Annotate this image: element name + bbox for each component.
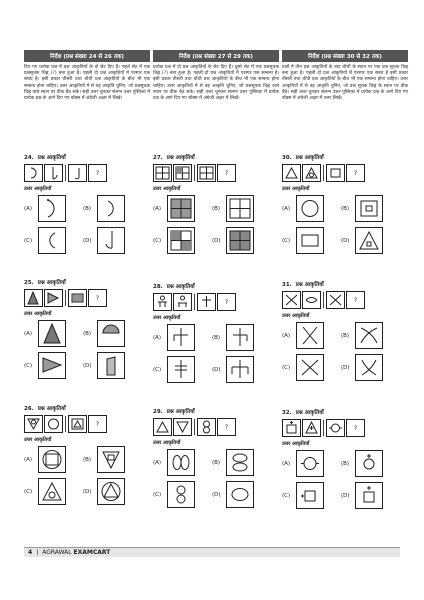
- option-d[interactable]: (D): [212, 481, 271, 508]
- figure-1: [153, 164, 172, 182]
- figure-1: [153, 293, 172, 311]
- option-b[interactable]: (B): [212, 195, 271, 222]
- option-d[interactable]: (D): [83, 352, 142, 379]
- figure-2: [173, 418, 192, 436]
- figure-3: [197, 418, 216, 436]
- figure-2: [302, 164, 321, 182]
- column-header: निर्देश (प्रश्न संख्या 30 से 32 तक): [282, 50, 408, 62]
- option-b[interactable]: (B): [341, 450, 400, 477]
- option-a[interactable]: (A): [24, 320, 83, 347]
- figure-2: [173, 293, 192, 311]
- page-number: 4: [28, 549, 33, 556]
- page-footer: [24, 547, 400, 557]
- option-c[interactable]: (C): [153, 356, 212, 383]
- figure-4: ?: [217, 418, 236, 436]
- option-d[interactable]: (D): [83, 478, 142, 505]
- question-27: 27. प्रश्न आकृतियाँ ? उत्तर आकृतियाँ (A) (B) (C) (D): [153, 153, 271, 254]
- footer-separator: |: [36, 549, 39, 556]
- option-c[interactable]: (C): [153, 227, 212, 254]
- option-c[interactable]: (C): [24, 352, 83, 379]
- question-29: 29. प्रश्न आकृतियाँ ? उत्तर आकृतियाँ (A) (B) (C) (D): [153, 407, 271, 508]
- option-b[interactable]: (B): [212, 324, 271, 351]
- option-b[interactable]: (B): [83, 320, 142, 347]
- column-3: [282, 50, 408, 102]
- option-a[interactable]: (A): [24, 195, 83, 222]
- figure-1: [24, 289, 43, 307]
- figure-3: [68, 289, 87, 307]
- figure-3: [197, 164, 216, 182]
- option-a[interactable]: (A): [282, 195, 341, 222]
- column-header: निर्देश (प्रश्न संख्या 24 से 26 तक): [24, 50, 150, 62]
- option-c[interactable]: (C): [153, 481, 212, 508]
- option-c[interactable]: (C): [282, 482, 341, 509]
- figure-1: [282, 291, 301, 309]
- figure-3: [326, 164, 345, 182]
- instructions: प्रश्नों में तीन प्रश्न आकृतियों के बाद चौथी के स्थान पर एक प्रश्न सूचक चिह्न बना हुआ है। पहली दो प्रश्न आकृतियों में परस्पर एक संबंध है इसी प्रकार तीसरी तथा चौथी प्रश्न आकृतियों के बीच भी एक सम्बन्ध होना चाहिए। उत्तर आकृतियों में से वह आकृति चुनिए, जो प्रश्न सूचक चिह्न के स्थान पर ठीक बैठे। सही उत्तर चुनकर संलग्न उत्तर-पुस्तिका में प्रत्येक प्रश्न के आगे दिए गए बॉक्स में अंग्रेजी अक्षर में उत्तर लिखें।: [282, 65, 408, 102]
- option-c[interactable]: (C): [282, 227, 341, 254]
- figure-4: ?: [346, 291, 365, 309]
- option-b[interactable]: (B): [341, 322, 400, 349]
- option-a[interactable]: (A): [153, 324, 212, 351]
- figure-4: ?: [346, 164, 365, 182]
- option-d[interactable]: (D): [341, 227, 400, 254]
- question-figures: [24, 164, 142, 182]
- option-c[interactable]: (C): [282, 354, 341, 381]
- figure-1: [153, 418, 172, 436]
- option-a[interactable]: (A): [282, 322, 341, 349]
- question-28: 28. प्रश्न आकृतियाँ ? उत्तर आकृतियाँ (A) (B) (C) (D): [153, 282, 271, 383]
- figure-4: ?: [88, 415, 107, 433]
- option-d[interactable]: (D): [341, 482, 400, 509]
- figure-2: [173, 164, 192, 182]
- option-c[interactable]: (C): [24, 227, 83, 254]
- option-d[interactable]: (D): [83, 227, 142, 254]
- option-d[interactable]: (D): [341, 354, 400, 381]
- question-32: 32. प्रश्न आकृतियाँ ? उत्तर आकृतियाँ (A) (B) (C) (D): [282, 408, 400, 509]
- figure-2: [302, 419, 321, 437]
- column-1: [24, 50, 150, 102]
- figure-2: [302, 291, 321, 309]
- figure-1: [282, 419, 301, 437]
- question-26: 26. प्रश्न आकृतियाँ ? उत्तर आकृतियाँ (A) (B) (C) (D): [24, 404, 142, 505]
- question-24: [24, 153, 142, 254]
- figure-1: [24, 415, 43, 433]
- column-header: निर्देश (प्रश्न संख्या 27 से 29 तक): [153, 50, 279, 62]
- option-b[interactable]: (B): [83, 195, 142, 222]
- figure-1: [282, 164, 301, 182]
- option-c[interactable]: (C): [24, 478, 83, 505]
- figure-3: [68, 415, 87, 433]
- option-a[interactable]: (A): [153, 449, 212, 476]
- answer-figures-label: उत्तर आकृतियाँ: [24, 186, 52, 192]
- figure-4: ?: [346, 419, 365, 437]
- question-25: 25. प्रश्न आकृतियाँ ? उत्तर आकृतियाँ (A) (B) (C) (D): [24, 278, 142, 379]
- column-2: [153, 50, 279, 102]
- figure-1: [24, 164, 43, 182]
- question-30: 30. प्रश्न आकृतियाँ ? उत्तर आकृतियाँ (A) (B) (C) (D): [282, 153, 400, 254]
- question-number: 24.: [24, 155, 34, 161]
- figure-2: [44, 415, 63, 433]
- option-d[interactable]: (D): [212, 356, 271, 383]
- option-a[interactable]: (A): [282, 450, 341, 477]
- figure-2: [44, 289, 63, 307]
- figure-3: [326, 291, 345, 309]
- option-d[interactable]: (D): [212, 227, 271, 254]
- figure-3: [68, 164, 87, 182]
- instructions: प्रत्येक प्रश्न में दो प्रश्न आकृतियों के सेट दिए हैं। दूसरे सेट में एक प्रश्नसूचक चिह्न (?) बना हुआ है। पहली दो प्रश्न आकृतियों में परस्पर एक सम्बन्ध है। इसी प्रकार तीसरी तथा चौथी प्रश्न आकृतियों के बीच भी एक सम्बन्ध होना चाहिए। उत्तर आकृतियों में से वह आकृति चुनिए, जो प्रश्नसूचक चिह्न वाले स्थान पर ठीक बैठ सके। सही उत्तर चुनकर संलग्न उत्तर पुस्तिका में प्रत्येक प्रश्न के आगे दिए गए बॉक्स में अंग्रेजी अक्षर में लिखें।: [153, 65, 279, 102]
- question-title: प्रश्न आकृतियाँ: [37, 155, 66, 161]
- option-b[interactable]: (B): [83, 446, 142, 473]
- brand-name: AGRAWAL EXAMCART: [42, 549, 111, 556]
- option-b[interactable]: (B): [341, 195, 400, 222]
- figure-4: ?: [217, 164, 236, 182]
- option-a[interactable]: (A): [153, 195, 212, 222]
- question-31: 31. प्रश्न आकृतियाँ ? उत्तर आकृतियाँ (A) (B) (C) (D): [282, 280, 400, 381]
- figure-4: ?: [88, 164, 107, 182]
- figure-4: ?: [88, 289, 107, 307]
- option-b[interactable]: (B): [212, 449, 271, 476]
- figure-3: [197, 293, 216, 311]
- figure-3: [326, 419, 345, 437]
- figure-2: [44, 164, 63, 182]
- instructions: दिए गए प्रत्येक प्रश्न में प्रश्न आकृतियों के दो सेट दिए हैं। पहले सेट में एक प्रश्नसूचक चिह्न (?) बना हुआ है। पहली दो प्रश्न आकृतियों में परस्पर एक संबंध है। इसी प्रकार तीसरी तथा चौथी प्रश्न आकृतियों के बीच भी एक सम्बन्ध होना चाहिए। उत्तर आकृतियों में से वह आकृति चुनिए, जो प्रश्नसूचक चिह्न वाले स्थान पर ठीक बैठ सके। सही उत्तर चुनकर संलग्न उत्तर पुस्तिका में प्रत्येक प्रश्न के आगे दिए गए बॉक्स में अंग्रेजी अक्षर में लिखें।: [24, 65, 150, 102]
- figure-4: ?: [217, 293, 236, 311]
- option-a[interactable]: (A): [24, 446, 83, 473]
